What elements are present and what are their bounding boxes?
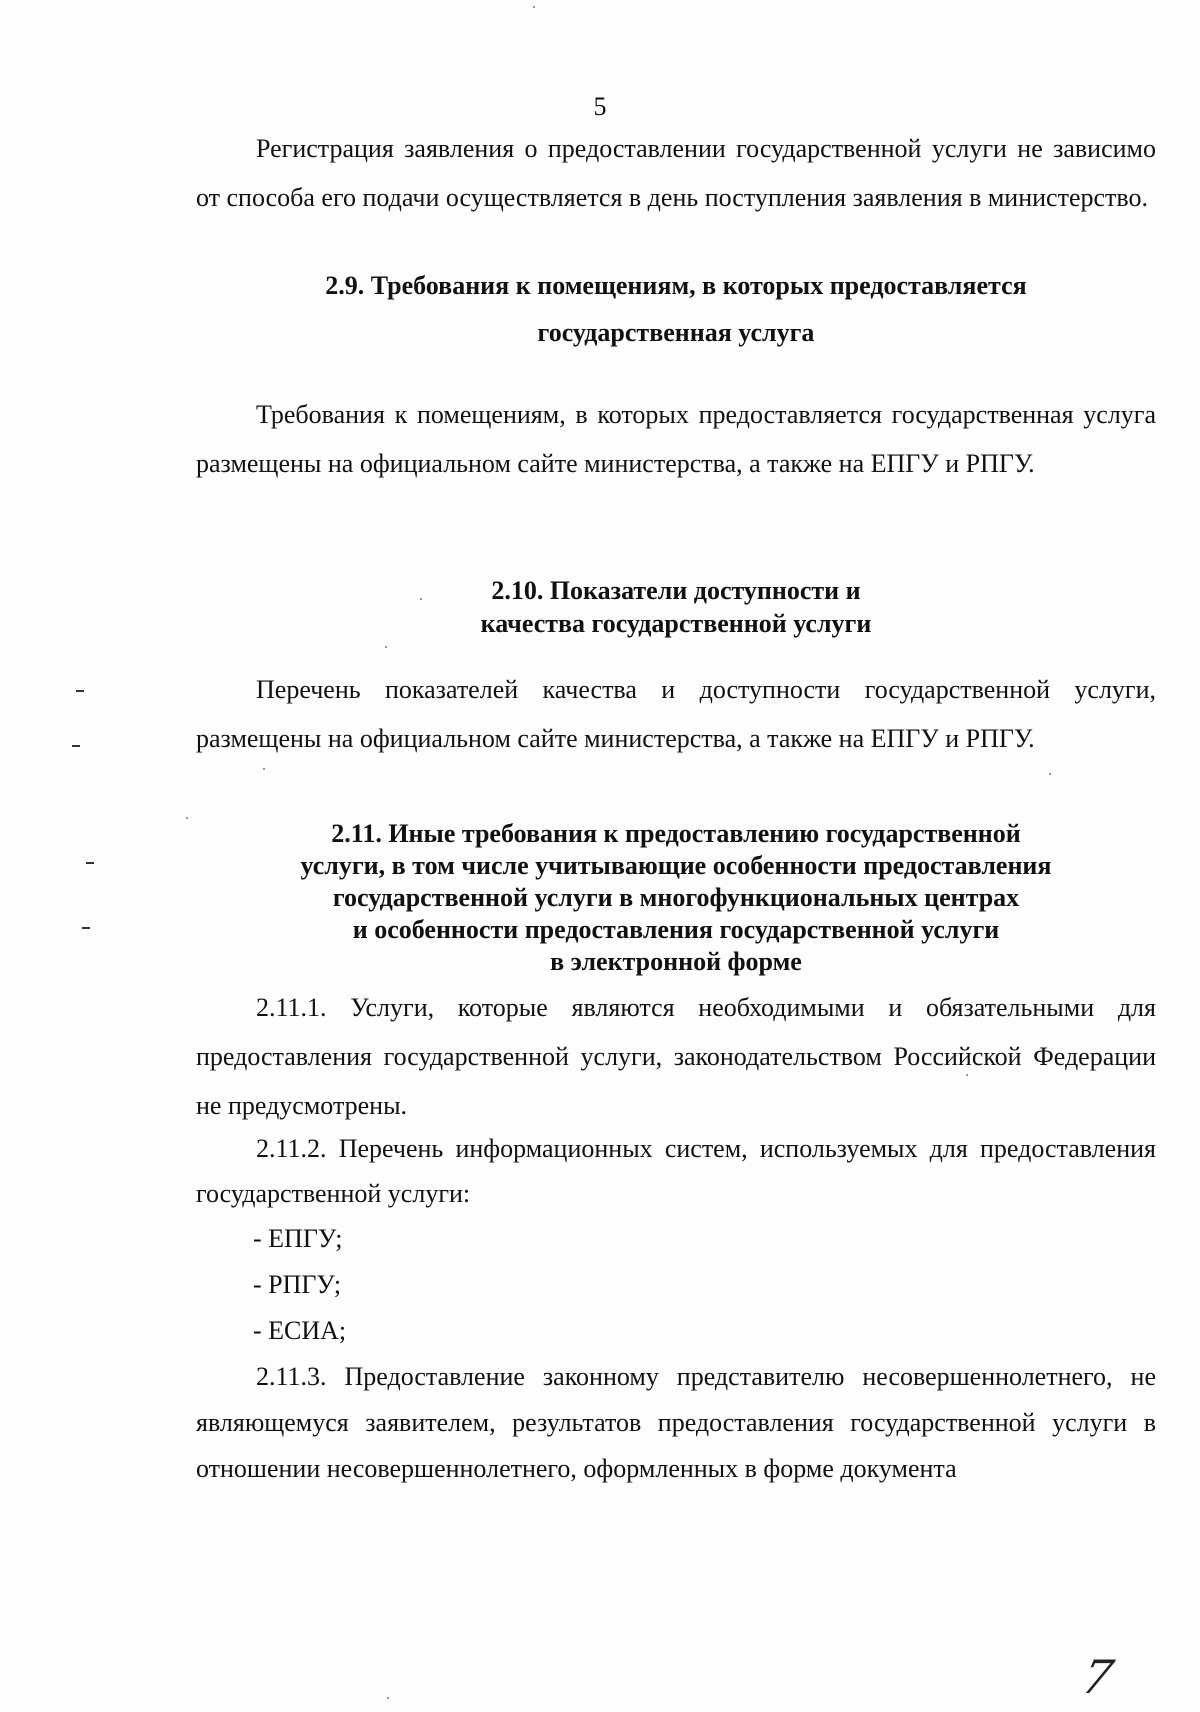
scan-margin-mark — [86, 862, 94, 864]
scan-speck — [1049, 773, 1051, 775]
scan-speck — [385, 646, 387, 648]
paragraph-registration: Регистрация заявления о предоставлении государственной услуги не зависимо от способа его подачи осуществляется в день поступления заявления в министерство. — [196, 134, 1156, 212]
heading-2-9 — [196, 262, 1156, 356]
heading-2-11-line-1: 2.11. Иные требования к предоставлению государственной — [331, 819, 1021, 848]
page-number: 5 — [593, 92, 607, 121]
paragraph-2-11-3: 2.11.3. Предоставление законному представителю несовершеннолетнего, не являющемуся заявителем, результатов предоставления государственной услуги в отношении несовершеннолетнего, оформленных в форме документа — [196, 1362, 1156, 1483]
scan-margin-mark — [76, 690, 84, 692]
heading-2-11 — [196, 818, 1156, 978]
heading-2-9-line-2: государственная услуга — [537, 318, 815, 347]
paragraph-2-11-2: 2.11.2. Перечень информационных систем, используемых для предоставления государственной услуги: — [196, 1134, 1156, 1208]
heading-2-11-line-4: и особенности предоставления государственной услуги — [352, 915, 1000, 944]
scan-speck — [186, 817, 188, 819]
heading-2-10 — [196, 574, 1156, 640]
scan-speck — [387, 1697, 389, 1699]
scan-speck — [263, 768, 265, 770]
list-item-epgu: - ЕПГУ; — [253, 1224, 343, 1253]
paragraph-premises-requirements: Требования к помещениям, в которых предоставляется государственная услуга размещены на официальном сайте министерства, а также на ЕПГУ и РПГУ. — [196, 400, 1156, 478]
scan-speck — [533, 6, 535, 8]
heading-2-11-line-3: государственной услуги в многофункциональных центрах — [332, 883, 1020, 912]
scan-margin-mark — [82, 927, 90, 929]
scan-speck — [420, 598, 422, 600]
heading-2-10-line-2: качества государственной услуги — [480, 609, 872, 638]
list-item-esia: - ЕСИА; — [253, 1316, 347, 1345]
scan-speck — [966, 1074, 968, 1076]
paragraph-quality-indicators: Перечень показателей качества и доступности государственной услуги, размещены на официальном сайте министерства, а также на ЕПГУ и РПГУ. — [196, 675, 1156, 753]
heading-2-9-line-1: 2.9. Требования к помещениям, в которых предоставляется — [325, 271, 1027, 300]
heading-2-11-line-2: услуги, в том числе учитывающие особенности предоставления — [300, 851, 1052, 880]
handwritten-page-mark: 7 — [1076, 1650, 1118, 1704]
scan-margin-mark — [72, 745, 80, 747]
heading-2-10-line-1: 2.10. Показатели доступности и — [491, 576, 861, 605]
list-item-rpgu: - РПГУ; — [253, 1270, 342, 1299]
paragraph-2-11-1: 2.11.1. Услуги, которые являются необходимыми и обязательными для предоставления государственной услуги, законодательством Российской Федерации не предусмотрены. — [196, 993, 1156, 1120]
heading-2-11-line-5: в электронной форме — [550, 947, 802, 976]
